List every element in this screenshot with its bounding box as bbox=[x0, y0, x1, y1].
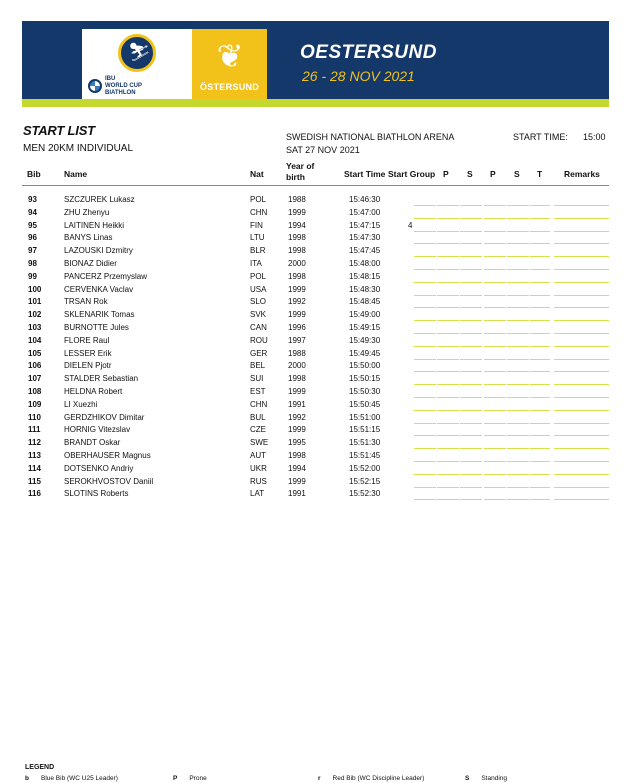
row-start-time: 15:49:45 bbox=[349, 348, 381, 358]
row-nat: POL bbox=[250, 271, 267, 281]
table-row bbox=[22, 412, 609, 425]
col-name: Name bbox=[64, 169, 88, 179]
row-year-of-birth: 1994 bbox=[288, 220, 306, 230]
row-year-of-birth: 1998 bbox=[288, 271, 306, 281]
row-year-of-birth: 1999 bbox=[288, 425, 306, 435]
header-divider bbox=[22, 185, 609, 186]
row-bib: 116 bbox=[28, 489, 41, 499]
legend-text: Blue Bib (WC U25 Leader) bbox=[40, 775, 118, 782]
start-list-table bbox=[22, 194, 609, 501]
table-row bbox=[22, 271, 609, 284]
table-row bbox=[22, 450, 609, 463]
legend-key: r bbox=[318, 775, 321, 782]
row-nat: BUL bbox=[250, 412, 266, 422]
table-row bbox=[22, 348, 609, 361]
row-bib: 106 bbox=[28, 361, 42, 371]
row-name: ZHU Zhenyu bbox=[64, 207, 110, 217]
row-bib: 102 bbox=[28, 310, 42, 320]
start-time-label: START TIME: bbox=[513, 132, 568, 142]
col-start-time: Start Time bbox=[344, 169, 386, 179]
logo-line: WORLD CUP bbox=[105, 83, 142, 89]
row-name: LAZOUSKI Dzmitry bbox=[64, 246, 133, 256]
result-blank-line bbox=[554, 499, 609, 500]
row-year-of-birth: 1999 bbox=[288, 284, 306, 294]
row-nat: CHN bbox=[250, 399, 268, 409]
bmw-icon bbox=[88, 79, 102, 93]
legend-item bbox=[173, 775, 207, 782]
row-nat: SLO bbox=[250, 297, 267, 307]
row-start-time: 15:51:00 bbox=[349, 412, 381, 422]
row-bib: 113 bbox=[28, 450, 41, 460]
row-name: SKLENARIK Tomas bbox=[64, 310, 135, 320]
row-bib: 93 bbox=[28, 195, 37, 204]
col-standing-1: S bbox=[467, 169, 473, 179]
row-name: SZCZUREK Lukasz bbox=[64, 195, 135, 204]
ostersund-logo bbox=[192, 29, 267, 100]
row-name: DIELEN Pjotr bbox=[64, 361, 112, 371]
row-start-time: 15:52:15 bbox=[349, 476, 381, 486]
row-year-of-birth: 1999 bbox=[288, 207, 306, 217]
row-name: BRANDT Oskar bbox=[64, 438, 121, 448]
row-start-time: 15:48:30 bbox=[349, 284, 381, 294]
col-prone-1: P bbox=[443, 169, 449, 179]
row-start-time: 15:51:45 bbox=[349, 450, 381, 460]
row-name: OBERHAUSER Magnus bbox=[64, 450, 151, 460]
row-year-of-birth: 1992 bbox=[288, 412, 306, 422]
row-nat: ROU bbox=[250, 335, 268, 345]
row-bib: 114 bbox=[28, 463, 41, 473]
row-nat: ITA bbox=[250, 258, 262, 268]
row-year-of-birth: 1995 bbox=[288, 438, 306, 448]
row-nat: FIN bbox=[250, 220, 263, 230]
venue-dates: 26 - 28 NOV 2021 bbox=[302, 68, 415, 84]
row-bib: 98 bbox=[28, 258, 37, 268]
table-row bbox=[22, 322, 609, 335]
host-brand: ÖSTERSUND bbox=[199, 82, 260, 92]
legend-text: Standing bbox=[481, 775, 508, 782]
col-start-group: Start Group bbox=[388, 169, 436, 179]
row-start-time: 15:48:00 bbox=[349, 258, 381, 268]
row-nat: SWE bbox=[250, 438, 269, 448]
row-bib: 108 bbox=[28, 386, 42, 396]
row-nat: GER bbox=[250, 348, 268, 358]
row-name: BANYS Linas bbox=[64, 233, 113, 243]
row-name: STALDER Sebastian bbox=[64, 374, 139, 384]
legend-key: P bbox=[173, 775, 178, 782]
row-start-time: 15:47:45 bbox=[349, 246, 381, 256]
table-row bbox=[22, 284, 609, 297]
row-start-time: 15:47:00 bbox=[349, 207, 381, 217]
table-row bbox=[22, 245, 609, 258]
page-title: START LIST bbox=[23, 123, 95, 138]
col-total: T bbox=[537, 169, 543, 179]
table-row bbox=[22, 360, 609, 373]
row-bib: 95 bbox=[28, 220, 37, 230]
row-year-of-birth: 2000 bbox=[288, 258, 306, 268]
legend-key: S bbox=[465, 775, 470, 782]
row-nat: SVK bbox=[250, 310, 267, 320]
table-row bbox=[22, 194, 609, 207]
table-row bbox=[22, 220, 609, 233]
table-row bbox=[22, 232, 609, 245]
event-date: SAT 27 NOV 2021 bbox=[286, 145, 360, 155]
row-name: TRSAN Rok bbox=[64, 297, 108, 307]
table-row bbox=[22, 335, 609, 348]
event-name: MEN 20KM INDIVIDUAL bbox=[23, 143, 134, 154]
row-start-time: 15:49:15 bbox=[349, 322, 381, 332]
row-bib: 97 bbox=[28, 246, 37, 256]
ibu-world-cup-logo bbox=[82, 29, 192, 100]
row-name: LAITINEN Heikki bbox=[64, 220, 125, 230]
row-start-time: 15:50:30 bbox=[349, 386, 381, 396]
row-start-time: 15:50:00 bbox=[349, 361, 381, 371]
row-start-time: 15:47:30 bbox=[349, 233, 381, 243]
row-name: GERDZHIKOV Dimitar bbox=[64, 412, 145, 422]
row-year-of-birth: 1999 bbox=[288, 386, 306, 396]
col-standing-2: S bbox=[514, 169, 520, 179]
legend-item bbox=[318, 775, 424, 782]
result-blank-line bbox=[484, 499, 506, 500]
row-start-time: 15:48:15 bbox=[349, 271, 381, 281]
row-nat: POL bbox=[250, 195, 267, 204]
col-year-of-birth: Year of birth bbox=[286, 161, 315, 182]
row-bib: 109 bbox=[28, 399, 42, 409]
row-name: DOTSENKO Andriy bbox=[64, 463, 134, 473]
col-bib: Bib bbox=[27, 169, 41, 179]
row-start-time: 15:51:15 bbox=[349, 425, 381, 435]
row-nat: RUS bbox=[250, 476, 267, 486]
row-bib: 104 bbox=[28, 335, 42, 345]
row-start-time: 15:52:00 bbox=[349, 463, 381, 473]
row-nat: CZE bbox=[250, 425, 266, 435]
row-start-time: 15:49:30 bbox=[349, 335, 381, 345]
table-row bbox=[22, 207, 609, 220]
row-nat: BEL bbox=[250, 361, 266, 371]
row-name: BURNOTTE Jules bbox=[64, 322, 129, 332]
row-start-time: 15:52:30 bbox=[349, 489, 381, 499]
table-row bbox=[22, 488, 609, 501]
row-year-of-birth: 1998 bbox=[288, 246, 306, 256]
arena-name: SWEDISH NATIONAL BIATHLON ARENA bbox=[286, 132, 455, 142]
row-nat: BLR bbox=[250, 246, 266, 256]
col-prone-2: P bbox=[490, 169, 496, 179]
table-row bbox=[22, 309, 609, 322]
row-bib: 105 bbox=[28, 348, 42, 358]
row-year-of-birth: 1991 bbox=[288, 489, 306, 499]
table-row bbox=[22, 258, 609, 271]
row-start-time: 15:49:00 bbox=[349, 310, 381, 320]
row-name: PANCERZ Przemyslaw bbox=[64, 271, 147, 281]
row-nat: USA bbox=[250, 284, 267, 294]
row-nat: LTU bbox=[250, 233, 265, 243]
row-start-time: 15:47:15 bbox=[349, 220, 381, 230]
row-nat: LAT bbox=[250, 489, 265, 499]
row-start-time: 15:48:45 bbox=[349, 297, 381, 307]
skier-icon: ⛷ bbox=[128, 42, 151, 62]
row-bib: 115 bbox=[28, 476, 41, 486]
row-year-of-birth: 1997 bbox=[288, 335, 306, 345]
row-bib: 99 bbox=[28, 271, 37, 281]
row-bib: 100 bbox=[28, 284, 42, 294]
row-bib: 103 bbox=[28, 322, 42, 332]
row-nat: EST bbox=[250, 386, 266, 396]
row-nat: UKR bbox=[250, 463, 267, 473]
row-bib: 111 bbox=[28, 425, 41, 435]
start-time-value: 15:00 bbox=[583, 132, 606, 142]
row-year-of-birth: 1992 bbox=[288, 297, 306, 307]
row-name: LI Xuezhi bbox=[64, 399, 98, 409]
result-blank-line bbox=[507, 499, 529, 500]
legend-text: Prone bbox=[189, 775, 207, 782]
row-year-of-birth: 1998 bbox=[288, 450, 306, 460]
col-nat: Nat bbox=[250, 169, 264, 179]
result-blank-line bbox=[414, 499, 436, 500]
row-year-of-birth: 1998 bbox=[288, 374, 306, 384]
row-bib: 94 bbox=[28, 207, 37, 217]
header-banner bbox=[22, 21, 609, 107]
row-start-time: 15:51:30 bbox=[349, 438, 381, 448]
logo-text bbox=[105, 76, 190, 97]
legend-title: LEGEND bbox=[25, 764, 55, 771]
row-bib: 107 bbox=[28, 374, 42, 384]
row-start-time: 15:46:30 bbox=[349, 195, 381, 204]
col-remarks: Remarks bbox=[564, 169, 600, 179]
row-year-of-birth: 1994 bbox=[288, 463, 306, 473]
banner-stripe bbox=[22, 99, 609, 107]
row-year-of-birth: 1988 bbox=[288, 348, 306, 358]
row-name: CERVENKA Vaclav bbox=[64, 284, 134, 294]
row-year-of-birth: 1988 bbox=[288, 195, 306, 204]
venue-title: OESTERSUND bbox=[300, 42, 437, 63]
row-year-of-birth: 2000 bbox=[288, 361, 306, 371]
table-row bbox=[22, 296, 609, 309]
table-row bbox=[22, 476, 609, 489]
row-year-of-birth: 1996 bbox=[288, 322, 306, 332]
row-name: LESSER Erik bbox=[64, 348, 112, 358]
tree-emblem-icon: ❦ bbox=[216, 38, 244, 74]
result-blank-line bbox=[437, 499, 459, 500]
result-blank-line bbox=[530, 499, 550, 500]
legend-item bbox=[25, 775, 118, 782]
logo-line: IBU bbox=[105, 76, 116, 82]
row-year-of-birth: 1999 bbox=[288, 476, 306, 486]
legend-key: b bbox=[25, 775, 29, 782]
row-bib: 112 bbox=[28, 438, 41, 448]
result-blank-line bbox=[460, 499, 482, 500]
row-nat: AUT bbox=[250, 450, 266, 460]
row-name: HELDNA Robert bbox=[64, 386, 123, 396]
row-year-of-birth: 1999 bbox=[288, 310, 306, 320]
row-nat: CAN bbox=[250, 322, 267, 332]
row-bib: 96 bbox=[28, 233, 37, 243]
row-start-time: 15:50:15 bbox=[349, 374, 381, 384]
table-row bbox=[22, 373, 609, 386]
logo-line: BIATHLON bbox=[105, 90, 136, 96]
row-nat: CHN bbox=[250, 207, 268, 217]
row-bib: 110 bbox=[28, 412, 41, 422]
row-year-of-birth: 1998 bbox=[288, 233, 306, 243]
legend-item bbox=[465, 775, 507, 782]
row-name: SEROKHVOSTOV Daniil bbox=[64, 476, 154, 486]
row-bib: 101 bbox=[28, 297, 42, 307]
table-row bbox=[22, 386, 609, 399]
legend-text: Red Bib (WC Discipline Leader) bbox=[332, 775, 425, 782]
row-name: BIONAZ Didier bbox=[64, 258, 117, 268]
table-row bbox=[22, 463, 609, 476]
row-year-of-birth: 1991 bbox=[288, 399, 306, 409]
table-row bbox=[22, 399, 609, 412]
row-name: FLORE Raul bbox=[64, 335, 110, 345]
row-nat: SUI bbox=[250, 374, 264, 384]
row-start-group: 4 bbox=[408, 220, 413, 230]
table-row bbox=[22, 437, 609, 450]
row-name: SLOTINS Roberts bbox=[64, 489, 129, 499]
row-name: HORNIG Vitezslav bbox=[64, 425, 131, 435]
table-row bbox=[22, 424, 609, 437]
row-start-time: 15:50:45 bbox=[349, 399, 381, 409]
